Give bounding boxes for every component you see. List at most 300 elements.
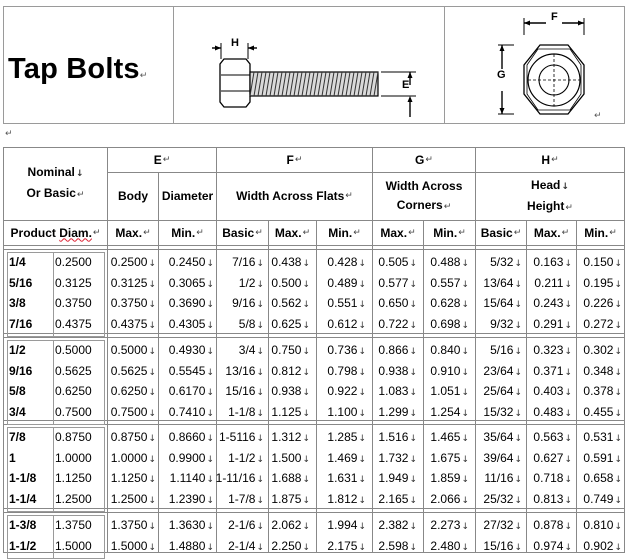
line-break-icon: ↓ [409, 259, 417, 269]
return-mark-icon: ↵ [143, 227, 151, 238]
cell-f-max-text: 2.062 [271, 518, 302, 532]
cell-f-basic-text: 2-1/6 [228, 518, 256, 532]
cell-body-max [111, 404, 156, 423]
cell-dia-min-text: 1.3630 [168, 518, 206, 532]
line-break-icon: ↓ [614, 455, 622, 465]
cell-h-max-text: 0.371 [533, 364, 564, 378]
line-break-icon: ↓ [409, 409, 417, 419]
line-break-icon: ↓ [358, 321, 366, 331]
group-letter-e: E [153, 152, 162, 167]
line-break-icon: ↓ [461, 455, 469, 465]
line-break-icon: ↓ [358, 455, 366, 465]
product-diameter-text: 1.3750 [55, 518, 92, 532]
cell-f-max [271, 470, 310, 489]
cell-g-max-text: 0.577 [378, 276, 409, 290]
header-diameter-label: Diameter [161, 189, 214, 203]
cell-h-basic-text: 9/32 [490, 317, 514, 331]
nominal-size-text: 9/16 [9, 364, 33, 378]
cell-body-max [111, 363, 156, 382]
cell-g-max [378, 429, 417, 448]
subheader-cell [373, 221, 423, 245]
cell-f-max [271, 450, 310, 469]
line-break-icon: ↓ [256, 321, 264, 331]
line-break-icon: ↓ [256, 496, 264, 506]
cell-f-min [327, 363, 366, 382]
line-break-icon: ↓ [461, 259, 469, 269]
nominal-size [9, 429, 26, 446]
cell-f-max [271, 254, 310, 273]
cell-g-min [430, 450, 469, 469]
line-break-icon: ↓ [614, 496, 622, 506]
line-break-icon: ↓ [564, 522, 572, 532]
line-break-icon: ↓ [206, 388, 214, 398]
nominal-size-text: 1-1/4 [9, 492, 37, 506]
line-break-icon: ↓ [564, 368, 572, 378]
nominal-size [9, 342, 26, 359]
cell-g-max [378, 383, 417, 402]
cell-g-min-text: 2.480 [430, 539, 461, 553]
line-break-icon: ↓ [256, 475, 264, 485]
cell-h-min-text: 0.226 [583, 296, 614, 310]
cell-g-min [430, 275, 469, 294]
group-header-e [108, 148, 216, 172]
cell-h-basic-text: 35/64 [483, 430, 514, 444]
return-mark-icon: ↵ [92, 227, 101, 238]
cell-g-min [430, 363, 469, 382]
line-break-icon: ↓ [358, 475, 366, 485]
cell-g-max [378, 316, 417, 335]
table-rule [576, 220, 577, 553]
return-mark-icon: ↵ [255, 227, 263, 238]
cell-dia-min-text: 1.2390 [168, 492, 206, 506]
cell-body-max [111, 275, 156, 294]
cell-f-basic-text: 1-1/8 [228, 405, 256, 419]
cell-h-min [583, 295, 622, 314]
table-rule [268, 220, 269, 553]
cell-g-max-text: 1.516 [378, 430, 409, 444]
cell-h-min-text: 0.150 [583, 255, 614, 269]
cell-body-max [111, 470, 156, 489]
nominal-size-text: 3/4 [9, 405, 26, 419]
cell-f-basic-text: 13/16 [225, 364, 256, 378]
cell-h-basic-text: 15/32 [483, 405, 514, 419]
subheader-cell [527, 221, 576, 245]
product-diameter [55, 383, 103, 400]
cell-f-max-text: 0.812 [271, 364, 302, 378]
product-diameter-text: 1.0000 [55, 451, 92, 465]
cell-f-basic [239, 342, 264, 361]
nominal-size-text: 3/8 [9, 296, 26, 310]
line-break-icon: ↓ [148, 368, 156, 378]
return-mark-icon: ↵ [76, 190, 85, 200]
dimension-label-g: G [497, 69, 506, 81]
nominal-size [9, 383, 26, 400]
cell-f-basic-text: 1-11/16 [215, 471, 256, 485]
group-letter-f: F [286, 152, 294, 167]
cell-f-basic-text: 1/2 [238, 276, 256, 290]
cell-f-min-text: 1.631 [327, 471, 358, 485]
cell-f-basic [239, 275, 264, 294]
product-diameter-text: 0.5000 [55, 343, 92, 357]
cell-g-max [378, 295, 417, 314]
line-break-icon: ↓ [614, 434, 622, 444]
cell-g-min-text: 1.675 [430, 451, 461, 465]
cell-h-basic [490, 254, 522, 273]
cell-dia-min [169, 316, 214, 335]
return-mark-icon: ↵ [565, 202, 573, 213]
cell-f-basic-text: 15/16 [225, 384, 256, 398]
cell-body-max [111, 491, 156, 510]
cell-f-basic-text: 9/16 [232, 296, 256, 310]
cell-h-min-text: 0.378 [583, 384, 614, 398]
product-diameter [55, 517, 103, 534]
cell-g-min-text: 1.465 [430, 430, 461, 444]
header-table [3, 6, 625, 124]
cell-h-basic [483, 404, 522, 423]
cell-g-min-text: 1.051 [430, 384, 461, 398]
return-mark-icon: ↵ [458, 227, 466, 238]
cell-g-min-text: 2.066 [430, 492, 461, 506]
dimension-label-h: H [231, 37, 239, 49]
cell-g-min-text: 2.273 [430, 518, 461, 532]
return-mark-icon: ↵ [302, 227, 311, 238]
line-break-icon: ↓ [614, 388, 622, 398]
cell-f-basic [228, 491, 264, 510]
cell-f-max-text: 0.500 [271, 276, 302, 290]
group-letter-h: H [541, 152, 551, 167]
cell-g-max-text: 1.949 [378, 471, 409, 485]
subheader-cell [217, 221, 268, 245]
group-header-f [217, 148, 372, 172]
subheader-cell [269, 221, 316, 245]
cell-g-max-text: 2.382 [378, 518, 409, 532]
subheader-cell-text: Max. [274, 225, 302, 240]
cell-h-max-text: 0.878 [533, 518, 564, 532]
product-diameter-text: 0.7500 [55, 405, 92, 419]
nominal-size-text: 1/4 [9, 255, 26, 269]
line-break-icon: ↓ [514, 475, 522, 485]
line-break-icon: ↓ [148, 321, 156, 331]
line-break-icon: ↓ [614, 522, 622, 532]
line-break-icon: ↓ [514, 496, 522, 506]
cell-f-max [271, 383, 310, 402]
cell-f-min-text: 1.100 [327, 405, 358, 419]
product-diameter [55, 254, 103, 271]
nominal-size [9, 295, 26, 312]
line-break-icon: ↓ [148, 475, 156, 485]
nominal-size-text: 1 [9, 451, 16, 465]
cell-f-max [271, 275, 310, 294]
cell-h-max [533, 295, 572, 314]
cell-f-basic [228, 450, 264, 469]
return-mark-icon: ↵ [609, 227, 617, 238]
line-break-icon: ↓ [409, 522, 417, 532]
line-break-icon: ↓ [461, 543, 469, 553]
product-diameter [55, 450, 103, 467]
cell-dia-min [169, 254, 214, 273]
line-break-icon: ↓ [206, 259, 214, 269]
cell-dia-min-text: 1.1140 [169, 471, 206, 485]
return-mark-icon: ↵ [513, 227, 522, 238]
cell-h-max [533, 383, 572, 402]
product-diameter-text: 0.8750 [55, 430, 92, 444]
cell-body-max-text: 0.4375 [110, 317, 148, 331]
line-break-icon: ↓ [409, 388, 417, 398]
cell-h-basic [483, 491, 522, 510]
cell-h-basic [483, 295, 522, 314]
subheader-cell-text: Min. [171, 225, 196, 240]
cell-h-basic-text: 23/64 [483, 364, 514, 378]
line-break-icon: ↓ [409, 368, 417, 378]
cell-dia-min [169, 404, 214, 423]
line-break-icon: ↓ [461, 368, 469, 378]
line-break-icon: ↓ [614, 280, 622, 290]
line-break-icon: ↓ [302, 300, 310, 310]
group-header-h [476, 148, 624, 172]
cell-body-max-text: 0.3125 [110, 276, 148, 290]
line-break-icon: ↓ [409, 543, 417, 553]
cell-g-min [430, 538, 469, 557]
line-break-icon: ↓ [302, 409, 310, 419]
nominal-size [9, 404, 26, 421]
line-break-icon: ↓ [614, 475, 622, 485]
line-break-icon: ↓ [461, 496, 469, 506]
subheader-cell [108, 221, 158, 245]
product-label: Product [10, 225, 56, 240]
cell-body-max-text: 0.8750 [110, 430, 148, 444]
product-diameter [55, 316, 103, 333]
cell-f-max-text: 0.625 [271, 317, 302, 331]
cell-f-min-text: 1.812 [327, 492, 358, 506]
cell-f-max [271, 316, 310, 335]
cell-dia-min-text: 0.2450 [168, 255, 206, 269]
product-diameter-text: 1.1250 [55, 471, 92, 485]
cell-dia-min [169, 342, 214, 361]
cell-g-max-text: 2.165 [378, 492, 409, 506]
cell-h-basic [490, 316, 522, 335]
cell-dia-min-text: 1.4880 [168, 539, 206, 553]
table-rule [3, 245, 625, 246]
cell-h-max-text: 0.563 [533, 430, 564, 444]
header-height-label: Height [527, 198, 565, 213]
cell-h-min [583, 517, 622, 536]
nominal-size [9, 491, 36, 508]
line-break-icon: ↓ [148, 388, 156, 398]
line-break-icon: ↓ [148, 496, 156, 506]
line-break-icon: ↓ [256, 280, 264, 290]
line-break-icon: ↓ [206, 434, 214, 444]
cell-h-basic [483, 383, 522, 402]
cell-h-basic-text: 15/64 [483, 296, 514, 310]
cell-f-min [327, 429, 366, 448]
cell-g-max [378, 254, 417, 273]
line-break-icon: ↓ [256, 259, 264, 269]
cell-body-max-text: 1.1250 [110, 471, 148, 485]
line-break-icon: ↓ [564, 543, 572, 553]
line-break-icon: ↓ [302, 455, 310, 465]
cell-h-basic [484, 470, 522, 489]
line-break-icon: ↓ [564, 409, 572, 419]
line-break-icon: ↓ [302, 368, 310, 378]
cell-h-max-text: 0.403 [533, 384, 564, 398]
product-diameter-text: 0.3750 [55, 296, 92, 310]
cell-h-min [583, 383, 622, 402]
product-diameter-text: 0.4375 [55, 317, 92, 331]
cell-h-max-text: 0.627 [533, 451, 564, 465]
cell-h-basic [483, 517, 522, 536]
cell-body-max-text: 0.7500 [110, 405, 148, 419]
product-diameter-text: 0.5625 [55, 364, 92, 378]
line-break-icon: ↓ [564, 434, 572, 444]
cell-f-max-text: 0.750 [271, 343, 302, 357]
nominal-size [9, 275, 32, 292]
cell-dia-min [169, 275, 214, 294]
cell-g-max [378, 342, 417, 361]
page-title-text: Tap Bolts [8, 53, 140, 85]
cell-h-min [583, 342, 622, 361]
nominal-size [9, 470, 36, 487]
line-break-icon: ↓ [206, 409, 214, 419]
cell-h-basic [490, 342, 522, 361]
nominal-label-2: Or Basic [26, 186, 76, 200]
product-diameter-text: 0.2500 [55, 255, 92, 269]
cell-h-min-text: 0.902 [583, 539, 614, 553]
line-break-icon: ↓ [564, 496, 572, 506]
header-divider [444, 7, 445, 123]
line-break-icon: ↓ [256, 455, 264, 465]
cell-g-max [378, 450, 417, 469]
subheader-cell-text: Min. [433, 225, 458, 240]
line-break-icon: ↓ [409, 321, 417, 331]
product-diameter-text: 0.3125 [55, 276, 92, 290]
cell-dia-min-text: 0.4305 [168, 317, 206, 331]
cell-f-max-text: 0.938 [271, 384, 302, 398]
cell-h-min [583, 254, 622, 273]
line-break-icon: ↓ [514, 321, 522, 331]
cell-body-max [111, 316, 156, 335]
cell-f-basic [228, 517, 264, 536]
product-diameter [55, 470, 103, 487]
cell-g-max [378, 470, 417, 489]
cell-f-max [271, 342, 310, 361]
cell-f-min [327, 470, 366, 489]
cell-dia-min-text: 0.7410 [168, 405, 206, 419]
nominal-size-divider [53, 515, 54, 559]
cell-f-min [327, 491, 366, 510]
product-diameter [55, 404, 103, 421]
line-break-icon: ↓ [148, 409, 156, 419]
cell-f-max-text: 0.562 [271, 296, 302, 310]
cell-h-max [533, 404, 572, 423]
cell-body-max [111, 342, 156, 361]
cell-h-basic-text: 25/64 [483, 384, 514, 398]
cell-f-basic-text: 2-1/4 [228, 539, 256, 553]
line-break-icon: ↓ [302, 434, 310, 444]
cell-dia-min [169, 383, 214, 402]
line-break-icon: ↓ [302, 259, 310, 269]
cell-dia-min [169, 517, 214, 536]
cell-h-min [583, 450, 622, 469]
cell-g-min [430, 342, 469, 361]
cell-f-max-text: 1.875 [271, 492, 302, 506]
line-break-icon: ↓ [514, 368, 522, 378]
cell-dia-min-text: 0.6170 [168, 384, 206, 398]
cell-h-basic-text: 5/32 [490, 255, 514, 269]
cell-g-min [430, 517, 469, 536]
line-break-icon: ↓ [358, 347, 366, 357]
group-letter-g: G [415, 152, 425, 167]
cell-f-basic [232, 254, 264, 273]
line-break-icon: ↓ [564, 280, 572, 290]
line-break-icon: ↓ [514, 522, 522, 532]
cell-dia-min-text: 0.8660 [168, 430, 206, 444]
nominal-size-text: 5/8 [9, 384, 26, 398]
cell-f-basic [225, 383, 264, 402]
cell-f-basic [225, 363, 264, 382]
line-break-icon: ↓ [358, 388, 366, 398]
cell-f-basic [219, 429, 264, 448]
cell-h-basic [483, 450, 522, 469]
cell-h-min [583, 538, 622, 557]
return-mark-icon: ↵ [551, 154, 559, 165]
cell-f-max [271, 363, 310, 382]
line-break-icon: ↓ [409, 475, 417, 485]
line-break-icon: ↓ [302, 475, 310, 485]
cell-g-max-text: 0.866 [378, 343, 409, 357]
cell-h-max-text: 0.483 [533, 405, 564, 419]
cell-g-min [430, 491, 469, 510]
return-mark-icon: ↵ [561, 227, 570, 238]
subheader-cell-text: Max. [533, 225, 561, 240]
cell-f-max-text: 1.312 [271, 430, 302, 444]
cell-g-max [378, 404, 417, 423]
cell-h-max [533, 254, 572, 273]
subheader-cell [577, 221, 624, 245]
cell-dia-min [170, 470, 214, 489]
cell-f-min [327, 295, 366, 314]
line-break-icon: ↓ [461, 409, 469, 419]
cell-f-basic [232, 295, 264, 314]
cell-f-min-text: 0.612 [327, 317, 358, 331]
cell-f-basic [228, 538, 264, 557]
cell-body-max [111, 295, 156, 314]
line-break-icon: ↓ [514, 543, 522, 553]
line-break-icon: ↓ [461, 388, 469, 398]
cell-g-max [378, 363, 417, 382]
product-diameter-text: 1.2500 [55, 492, 92, 506]
cell-h-basic-text: 11/16 [484, 471, 514, 485]
cell-dia-min [169, 450, 214, 469]
header-diameter [159, 173, 216, 220]
header-divider [173, 7, 174, 123]
cell-body-max-text: 0.5625 [110, 364, 148, 378]
cell-f-basic [216, 470, 264, 489]
line-break-icon: ↓ [302, 543, 310, 553]
cell-g-min-text: 0.840 [430, 343, 461, 357]
cell-f-min [327, 316, 366, 335]
header-body-label: Body [118, 189, 148, 203]
line-break-icon: ↓ [148, 347, 156, 357]
cell-h-min [583, 275, 622, 294]
cell-g-max-text: 0.650 [378, 296, 409, 310]
cell-f-max-text: 0.438 [271, 255, 302, 269]
cell-h-min [583, 429, 622, 448]
cell-dia-min [169, 295, 214, 314]
line-break-icon: ↓ [148, 259, 156, 269]
line-break-icon: ↓ [358, 259, 366, 269]
cell-dia-min-text: 0.4930 [168, 343, 206, 357]
cell-body-max [111, 517, 156, 536]
